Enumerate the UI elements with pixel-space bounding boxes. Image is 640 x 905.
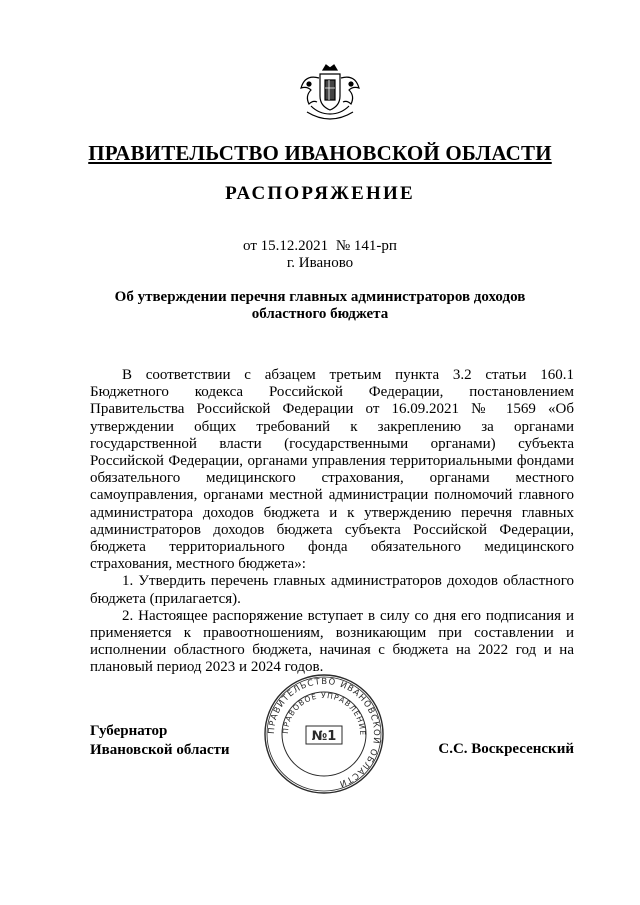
- document-date: от 15.12.2021: [243, 238, 329, 254]
- government-title: ПРАВИТЕЛЬСТВО ИВАНОВСКОЙ ОБЛАСТИ: [88, 141, 552, 165]
- signatory-name: С.С. Воскресенский: [438, 741, 574, 757]
- document-subject: Об утверждении перечня главных администраторов доходов областного бюджета: [114, 289, 526, 322]
- document-body: [90, 367, 574, 677]
- item-1-paragraph: 1. Утвердить перечень главных администраторов доходов областного бюджета (прилагается).: [90, 573, 574, 607]
- signatory-position: [90, 722, 230, 760]
- preamble-paragraph: В соответствии с абзацем третьим пункта 3.2 статьи 160.1 Бюджетного кодекса Российской Федерации, постановлением Правительства Российской Федерации от 16.09.2021 № 1569 «Об утверждении общих требований к закреплению за органами государственной власти (государственными органами) субъекта Российской Федерации, органами управления территориальными фондами обязательного медицинского страхования, органами местного самоуправления, органами местной администрации полномочий главного администратора доходов бюджета и к утверждению перечня главных администраторов доходов бюджета субъекта Российской Федерации, бюджета территориального фонда обязательного медицинского страхования, местного бюджета»:: [90, 367, 574, 573]
- document-meta: [0, 238, 640, 272]
- position-line-1: Губернатор: [90, 723, 168, 739]
- item-2-paragraph: 2. Настоящее распоряжение вступает в силу со дня его подписания и применяется к правоотношениям, возникающим при составлении и исполнении областного бюджета, начиная с бюджета на 2022 год и на плановый период 2023 и 2024 годов.: [90, 607, 574, 676]
- date-number-line: [0, 238, 640, 255]
- seal-inner-text: ПРАВОВОЕ УПРАВЛЕНИЕ: [280, 690, 368, 737]
- seal-number: №1: [311, 729, 337, 744]
- document-city: г. Иваново: [286, 255, 354, 271]
- position-line-2: Ивановской области: [90, 742, 230, 758]
- seal-outer-text: ПРАВИТЕЛЬСТВО ИВАНОВСКОЙ ОБЛАСТИ: [266, 676, 382, 789]
- document-type-heading: РАСПОРЯЖЕНИЕ: [225, 183, 415, 204]
- document-number: № 141-рп: [335, 238, 397, 254]
- official-seal-stamp: [262, 672, 386, 796]
- coat-of-arms-emblem: [295, 62, 365, 124]
